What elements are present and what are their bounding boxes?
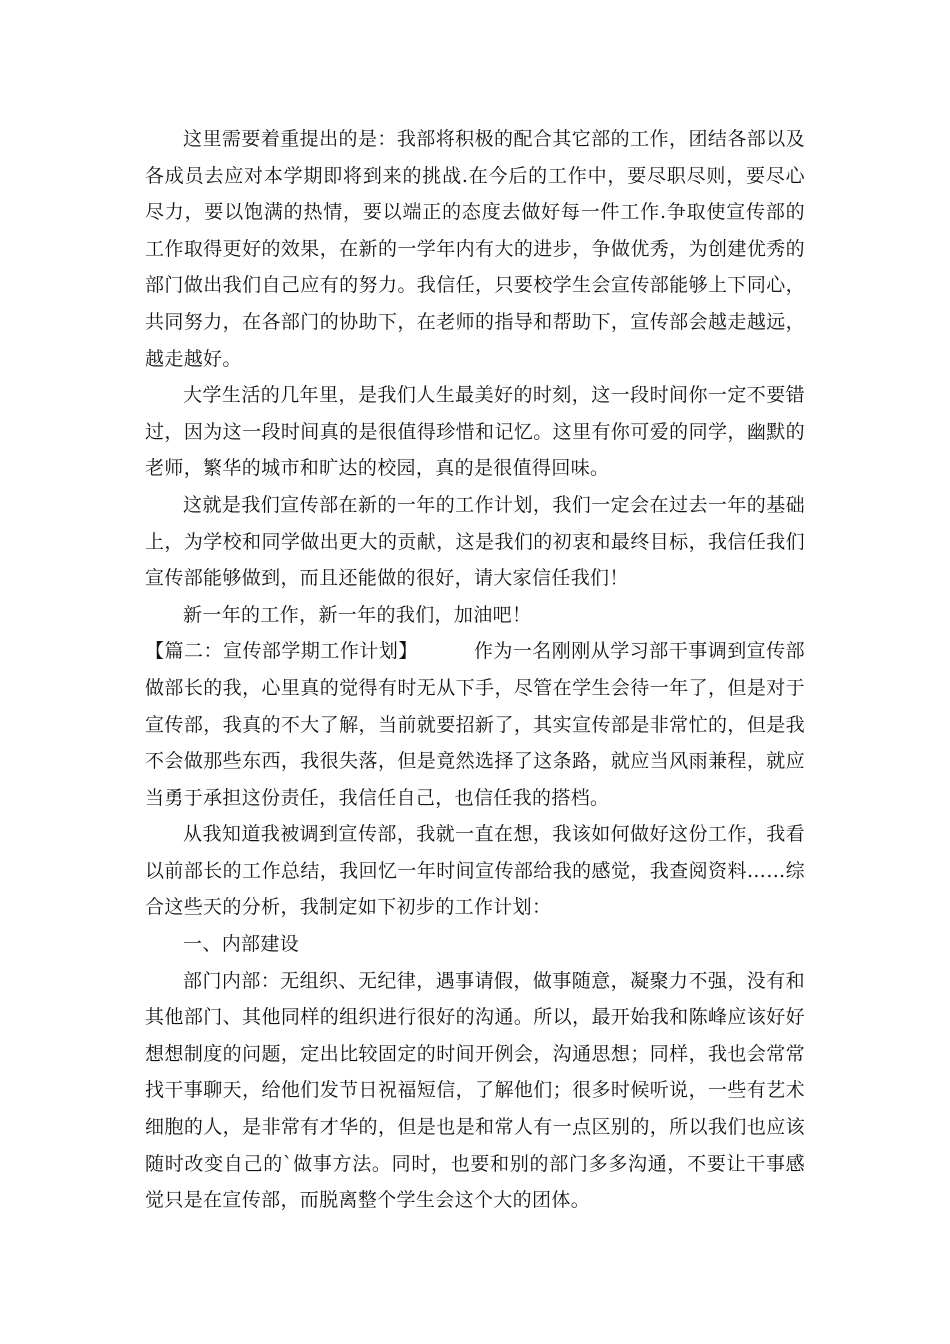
section-title: 【篇二：宣传部学期工作计划】 — [145, 640, 418, 663]
paragraph-closing-cheer: 新一年的工作，新一年的我们，加油吧！ — [183, 603, 532, 626]
paragraph-work-plan-summary: 这就是我们宣传部在新的一年的工作计划，我们一定会在过去一年的基础上，为学校和同学做出更大的贡献，这是我们的初衷和最终目标，我信任我们宣传部能够做到，而且还能做的很好，请大家信任我们！ — [145, 493, 805, 590]
section-two-block — [145, 633, 805, 816]
paragraph-internal-department: 部门内部：无组织、无纪律，遇事请假，做事随意，凝聚力不强，没有和其他部门、其他同样的组织进行很好的沟通。所以，最开始我和陈峰应该好好想想制度的问题，定出比较固定的时间开例会，沟通思想；同样，我也会常常找干事聊天，给他们发节日祝福短信，了解他们；很多时候听说，一些有艺术细胞的人，是非常有才华的，但是也是和常人有一点区别的，所以我们也应该随时改变自己的`做事方法。同时，也要和别的部门多多沟通，不要让干事感觉只是在宣传部，而脱离整个学生会这个大的团体。 — [145, 969, 805, 1212]
paragraph-planning: 从我知道我被调到宣传部，我就一直在想，我该如何做好这份工作，我看以前部长的工作总结，我回忆一年时间宣传部给我的感觉，我查阅资料……综合这些天的分析，我制定如下初步的工作计划： — [145, 823, 805, 919]
heading-internal-construction: 一、内部建设 — [183, 933, 300, 956]
document-page — [145, 121, 805, 1219]
section-intro: 作为一名刚刚从学习部干事调到宣传部做部长的我，心里真的觉得有时无从下手，尽管在学生会待一年了，但是对于宣传部，我真的不大了解，当前就要招新了，其实宣传部是非常忙的，但是我不会做那些东西，我很失落，但是竟然选择了这条路，就应当风雨兼程，就应当勇于承担这份责任，我信任自己，也信任我的搭档。 — [145, 640, 806, 809]
paragraph-university-life: 大学生活的几年里，是我们人生最美好的时刻，这一段时间你一定不要错过，因为这一段时间真的是很值得珍惜和记忆。这里有你可爱的同学，幽默的老师，繁华的城市和旷达的校园，真的是很值得回味。 — [145, 384, 805, 480]
paragraph-cooperation: 这里需要着重提出的是：我部将积极的配合其它部的工作，团结各部以及各成员去应对本学期即将到来的挑战.在今后的工作中，要尽职尽则，要尽心尽力，要以饱满的热情，要以端正的态度去做好每一件工作.争取使宣传部的工作取得更好的效果，在新的一学年内有大的进步，争做优秀，为创建优秀的部门做出我们自己应有的努力。我信任，只要校学生会宣传部能够上下同心，共同努力，在各部门的协助下，在老师的指导和帮助下，宣传部会越走越远，越走越好。 — [145, 128, 805, 370]
